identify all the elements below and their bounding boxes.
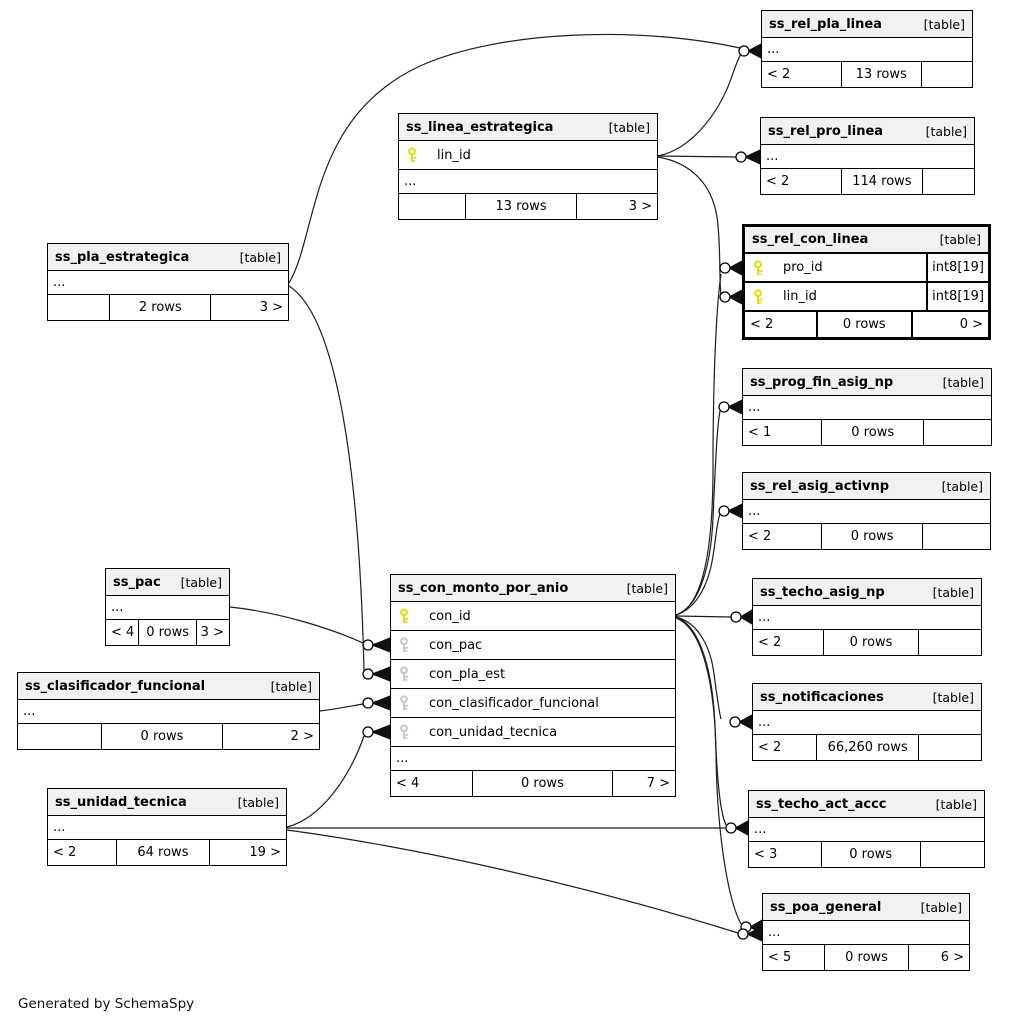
child-count: 3 > [200,625,224,640]
table-footer [762,62,972,87]
table-type-tag: [table] [923,16,965,32]
fk-edge-ss_linea_estrategica.lin_id--ss_rel_pla_linea [658,54,741,156]
row-count: 0 rows [822,524,923,549]
fk-edge-ss_unidad_tecnica--ss_poa_general [287,830,738,933]
column-name: lin_id [783,289,817,304]
table-node-ss_techo_asig_np[interactable] [752,578,982,656]
table-type-tag: [table] [941,478,983,494]
table-footer [743,420,991,445]
table-footer [48,840,286,865]
parent-count [399,194,466,219]
table-title: ss_clasificador_funcional [25,678,206,694]
primary-key-icon [398,608,410,624]
table-header [391,575,675,602]
child-count: 2 > [290,729,314,744]
foreign-key-icon [398,695,410,711]
column-row-con_id [391,602,675,631]
foreign-key-icon [398,666,410,682]
hidden-columns-ellipsis: ... [106,596,229,620]
column-name: con_pac [429,637,483,653]
parent-count: < 5 [763,945,825,970]
hidden-columns-ellipsis: ... [749,818,984,842]
column-row-con_pac [391,631,675,660]
table-footer [399,194,657,219]
fk-edge-ss_con_monto_por_anio.con_id--ss_rel_con_linea.pro_id [676,274,721,615]
table-title: ss_pla_estrategica [55,249,190,265]
table-node-ss_pla_estrategica[interactable] [47,243,289,321]
primary-key-icon [752,289,764,305]
primary-key-icon [406,147,418,163]
column-name: lin_id [437,147,471,163]
table-title: ss_techo_act_accc [756,796,887,812]
child-count [919,735,981,760]
table-footer [106,620,229,645]
row-count: 2 rows [110,295,211,320]
row-count: 0 rows [824,630,920,655]
hidden-columns-ellipsis: ... [48,271,288,295]
column-name: con_id [429,608,471,624]
table-footer [763,945,969,970]
crow-foot-connector-icon [720,290,742,304]
table-header [749,791,984,818]
child-count [922,62,972,87]
child-count: 0 > [959,317,983,332]
parent-count: < 2 [762,62,842,87]
table-footer [743,524,990,549]
table-title: ss_linea_estrategica [406,119,554,135]
table-header [399,114,657,141]
child-count [919,630,981,655]
column-type: int8[19] [926,254,988,281]
table-header [48,244,288,271]
table-title: ss_techo_asig_np [760,584,885,600]
table-header [762,11,972,38]
table-type-tag: [table] [237,794,279,810]
table-title: ss_unidad_tecnica [55,794,187,810]
row-count: 13 rows [842,62,922,87]
parent-count: < 3 [749,842,822,867]
table-type-tag: [table] [608,119,650,135]
table-title: ss_prog_fin_asig_np [750,374,894,390]
table-node-ss_linea_estrategica[interactable] [398,113,658,220]
crow-foot-connector-icon [730,715,752,729]
fk-edge-ss_clasificador_funcional--ss_con_monto_por_anio.con_clasificador_funcional [320,704,363,711]
foreign-key-icon [398,724,410,740]
hidden-columns-ellipsis: ... [762,38,972,62]
parent-count: < 4 [391,771,473,796]
table-type-tag: [table] [270,678,312,694]
table-type-tag: [table] [925,123,967,139]
hidden-columns-ellipsis: ... [743,500,990,524]
table-header [763,894,969,921]
table-footer [749,842,984,867]
child-count [921,842,984,867]
fk-edge-ss_pac--ss_con_monto_por_anio.con_pac [230,607,363,643]
table-type-tag: [table] [626,580,668,596]
table-header [753,684,981,711]
parent-count: < 2 [743,524,822,549]
row-count: 66,260 rows [817,735,920,760]
table-title: ss_con_monto_por_anio [398,580,569,596]
crow-foot-connector-icon [363,667,390,681]
table-title: ss_rel_con_linea [752,232,869,247]
table-footer [18,724,319,749]
table-header [48,789,286,816]
column-type: int8[19] [926,283,988,310]
table-type-tag: [table] [180,574,222,590]
hidden-columns-ellipsis: ... [18,700,319,724]
crow-foot-connector-icon [726,821,748,835]
table-title: ss_rel_pro_linea [768,123,884,139]
crow-foot-connector-icon [719,504,742,518]
row-count: 0 rows [822,420,924,445]
hidden-columns-ellipsis: ... [743,396,991,420]
column-name: pro_id [783,260,823,275]
table-type-tag: [table] [932,584,974,600]
hidden-columns-ellipsis: ... [48,816,286,840]
table-node-ss_notificaciones[interactable] [752,683,982,761]
parent-count: < 2 [753,735,817,760]
column-row-con_clasificador_funcional [391,689,675,718]
table-footer [753,735,981,760]
hidden-columns-ellipsis: ... [753,711,981,735]
table-header [753,579,981,606]
fk-edge-ss_con_monto_por_anio.con_id--ss_notificaciones [676,617,721,719]
foreign-key-icon [398,637,410,653]
table-header [18,673,319,700]
child-count: 6 > [940,950,964,965]
hidden-columns-ellipsis: ... [753,606,981,630]
table-header [106,569,229,596]
table-footer [48,295,288,320]
parent-count: < 2 [761,169,842,194]
table-header [761,118,974,145]
table-footer [761,169,974,194]
table-node-ss_con_monto_por_anio[interactable] [390,574,676,797]
fk-edge-ss_con_monto_por_anio.con_id--ss_poa_general [676,618,741,924]
table-type-tag: [table] [939,232,981,247]
row-count: 0 rows [102,724,222,749]
table-node-ss_unidad_tecnica[interactable] [47,788,287,866]
fk-edge-ss_pla_estrategica--ss_con_monto_por_anio.con_pla_est [289,286,364,671]
parent-count: < 2 [48,840,117,865]
crow-foot-connector-icon [739,44,761,58]
table-title: ss_poa_general [770,899,882,915]
row-count: 13 rows [466,194,577,219]
table-header [743,473,990,500]
fk-edge-ss_con_monto_por_anio.con_id--ss_techo_asig_np [676,616,731,617]
column-row-con_unidad_tecnica [391,718,675,747]
crow-foot-connector-icon [363,696,390,710]
row-count: 0 rows [822,842,921,867]
table-title: ss_rel_asig_activnp [750,478,890,494]
column-row-lin_id [399,141,657,170]
table-title: ss_rel_pla_linea [769,16,882,32]
crow-foot-connector-icon [363,725,390,739]
row-count: 0 rows [473,771,612,796]
table-node-ss_rel_con_linea[interactable] [742,224,991,340]
table-node-ss_clasificador_funcional[interactable] [17,672,320,750]
parent-count: < 2 [745,312,818,337]
child-count [924,420,991,445]
table-node-ss_poa_general[interactable] [762,893,970,971]
child-count [923,524,990,549]
table-node-ss_techo_act_accc[interactable] [748,790,985,868]
parent-count [48,295,110,320]
table-type-tag: [table] [932,689,974,705]
crow-foot-connector-icon [719,400,742,414]
hidden-columns-ellipsis: ... [761,145,974,169]
table-header [745,227,988,254]
table-title: ss_pac [113,574,161,590]
table-type-tag: [table] [239,249,281,265]
table-node-ss_rel_pla_linea[interactable] [761,10,973,88]
fk-edge-ss_con_monto_por_anio.con_id--ss_rel_asig_activnp [676,514,720,615]
table-node-ss_rel_asig_activnp[interactable] [742,472,991,550]
crow-foot-connector-icon [731,610,752,624]
table-type-tag: [table] [935,796,977,812]
parent-count: < 4 [106,620,139,645]
fk-edge-ss_linea_estrategica.lin_id--ss_rel_con_linea.lin_id [658,157,721,295]
parent-count: < 2 [753,630,824,655]
table-title: ss_notificaciones [760,689,884,705]
table-type-tag: [table] [942,374,984,390]
table-footer [753,630,981,655]
column-row-pro_id [745,254,988,283]
column-name: con_unidad_tecnica [429,724,558,740]
table-header [743,369,991,396]
parent-count: < 1 [743,420,822,445]
column-row-lin_id [745,283,988,312]
table-node-ss_pac[interactable] [105,568,230,646]
table-node-ss_rel_pro_linea[interactable] [760,117,975,195]
row-count: 0 rows [825,945,909,970]
row-count: 0 rows [139,620,197,645]
child-count: 19 > [249,845,281,860]
hidden-columns-ellipsis: ... [763,921,969,945]
table-footer [745,312,988,337]
row-count: 114 rows [842,169,923,194]
fk-edge-ss_linea_estrategica.lin_id--ss_rel_pro_linea [658,156,736,157]
row-count: 64 rows [117,840,210,865]
child-count [923,169,974,194]
child-count: 7 > [646,776,670,791]
hidden-columns-ellipsis: ... [391,747,675,771]
hidden-columns-ellipsis: ... [399,170,657,194]
crow-foot-connector-icon [363,638,390,652]
parent-count [18,724,102,749]
column-name: con_pla_est [429,666,506,682]
generator-credit: Generated by SchemaSpy [18,996,195,1012]
child-count: 3 > [628,199,652,214]
column-name: con_clasificador_funcional [429,695,599,711]
child-count: 3 > [259,300,283,315]
table-node-ss_prog_fin_asig_np[interactable] [742,368,992,446]
crow-foot-connector-icon [736,150,760,164]
primary-key-icon [752,260,764,276]
table-footer [391,771,675,796]
table-type-tag: [table] [920,899,962,915]
crow-foot-connector-icon [720,261,742,275]
row-count: 0 rows [818,312,913,337]
column-row-con_pla_est [391,660,675,689]
